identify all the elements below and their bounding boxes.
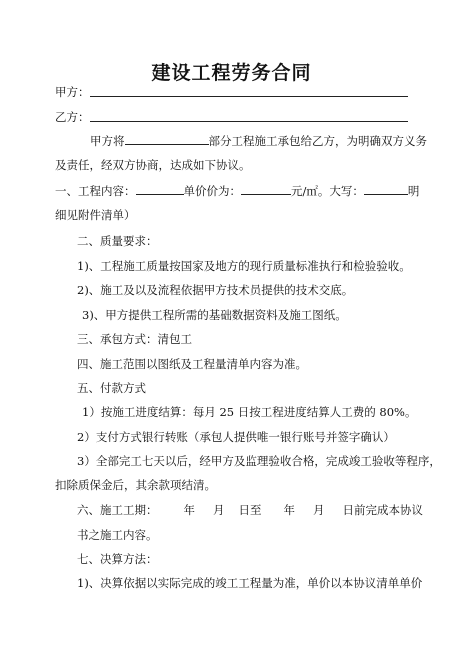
project-blank — [125, 133, 209, 145]
s6-year-2: 年 — [283, 503, 295, 517]
section-5-item-3a: 3）全部完工七天以后，经甲方及监理验收合格，完成竣工验收等程序， — [77, 454, 441, 468]
intro-line-1 — [90, 133, 427, 149]
page-title: 建设工程劳务合同 — [151, 62, 312, 84]
s6-year-1: 年 — [183, 503, 195, 517]
section-6-cont: 书之施工内容。 — [77, 528, 158, 542]
s6-month-2: 月 — [313, 503, 325, 517]
intro-1b: 部分工程施工承包给乙方，为明确双方义务 — [208, 134, 427, 148]
party-a-blank — [90, 96, 408, 97]
s1-unit-label: 元/㎡。大写： — [291, 184, 364, 198]
section-2-heading: 二、质量要求： — [77, 234, 158, 248]
s6-label: 六、施工工期： — [77, 503, 158, 517]
intro-line-2: 及责任，经双方协商，达成如下协议。 — [55, 158, 251, 172]
section-1-line — [55, 183, 419, 199]
s6-month-1: 月 — [213, 503, 225, 517]
capital-blank — [364, 183, 408, 195]
section-4: 四、施工范围以图纸及工程量清单内容为准。 — [77, 357, 307, 371]
party-b-label: 乙方： — [55, 110, 90, 124]
party-b-blank — [90, 121, 408, 122]
s6-end: 日前完成本协议 — [342, 503, 423, 517]
section-1-cont: 细见附件清单） — [55, 208, 136, 222]
intro-1a: 甲方将 — [90, 134, 125, 148]
price-blank — [241, 183, 291, 195]
section-7-heading: 七、决算方法： — [77, 552, 158, 566]
section-5-item-1: 1）按施工进度结算：每月 25 日按工程进度结算人工费的 80%。 — [82, 405, 417, 419]
s1-price-label: 单价价为： — [183, 184, 241, 198]
section-2-item-3: 3)、甲方提供工程所需的基础数据资料及施工图纸。 — [82, 308, 347, 322]
section-7-item-1: 1)、决算依据以实际完成的竣工工程量为准，单价以本协议清单单价 — [77, 576, 423, 590]
s1-label: 一、工程内容： — [55, 184, 136, 198]
party-a-label: 甲方： — [55, 85, 90, 99]
section-3: 三、承包方式：清包工 — [77, 332, 192, 346]
section-5-heading: 五、付款方式 — [77, 381, 146, 395]
section-2-item-2: 2)、施工及以及流程依据甲方技术员提供的技术交底。 — [77, 283, 354, 297]
s6-day-1: 日至 — [238, 503, 262, 517]
s1-tail: 明 — [407, 184, 420, 198]
content-blank — [136, 183, 184, 195]
section-5-item-2: 2）支付方式银行转账（承包人提供唯一银行账号并签字确认） — [77, 430, 395, 444]
section-6-line — [77, 502, 423, 518]
section-2-item-1: 1)、工程施工质量按国家及地方的现行质量标准执行和检验验收。 — [77, 259, 411, 273]
section-5-item-3b: 扣除质保金后，其余款项结清。 — [55, 478, 216, 492]
